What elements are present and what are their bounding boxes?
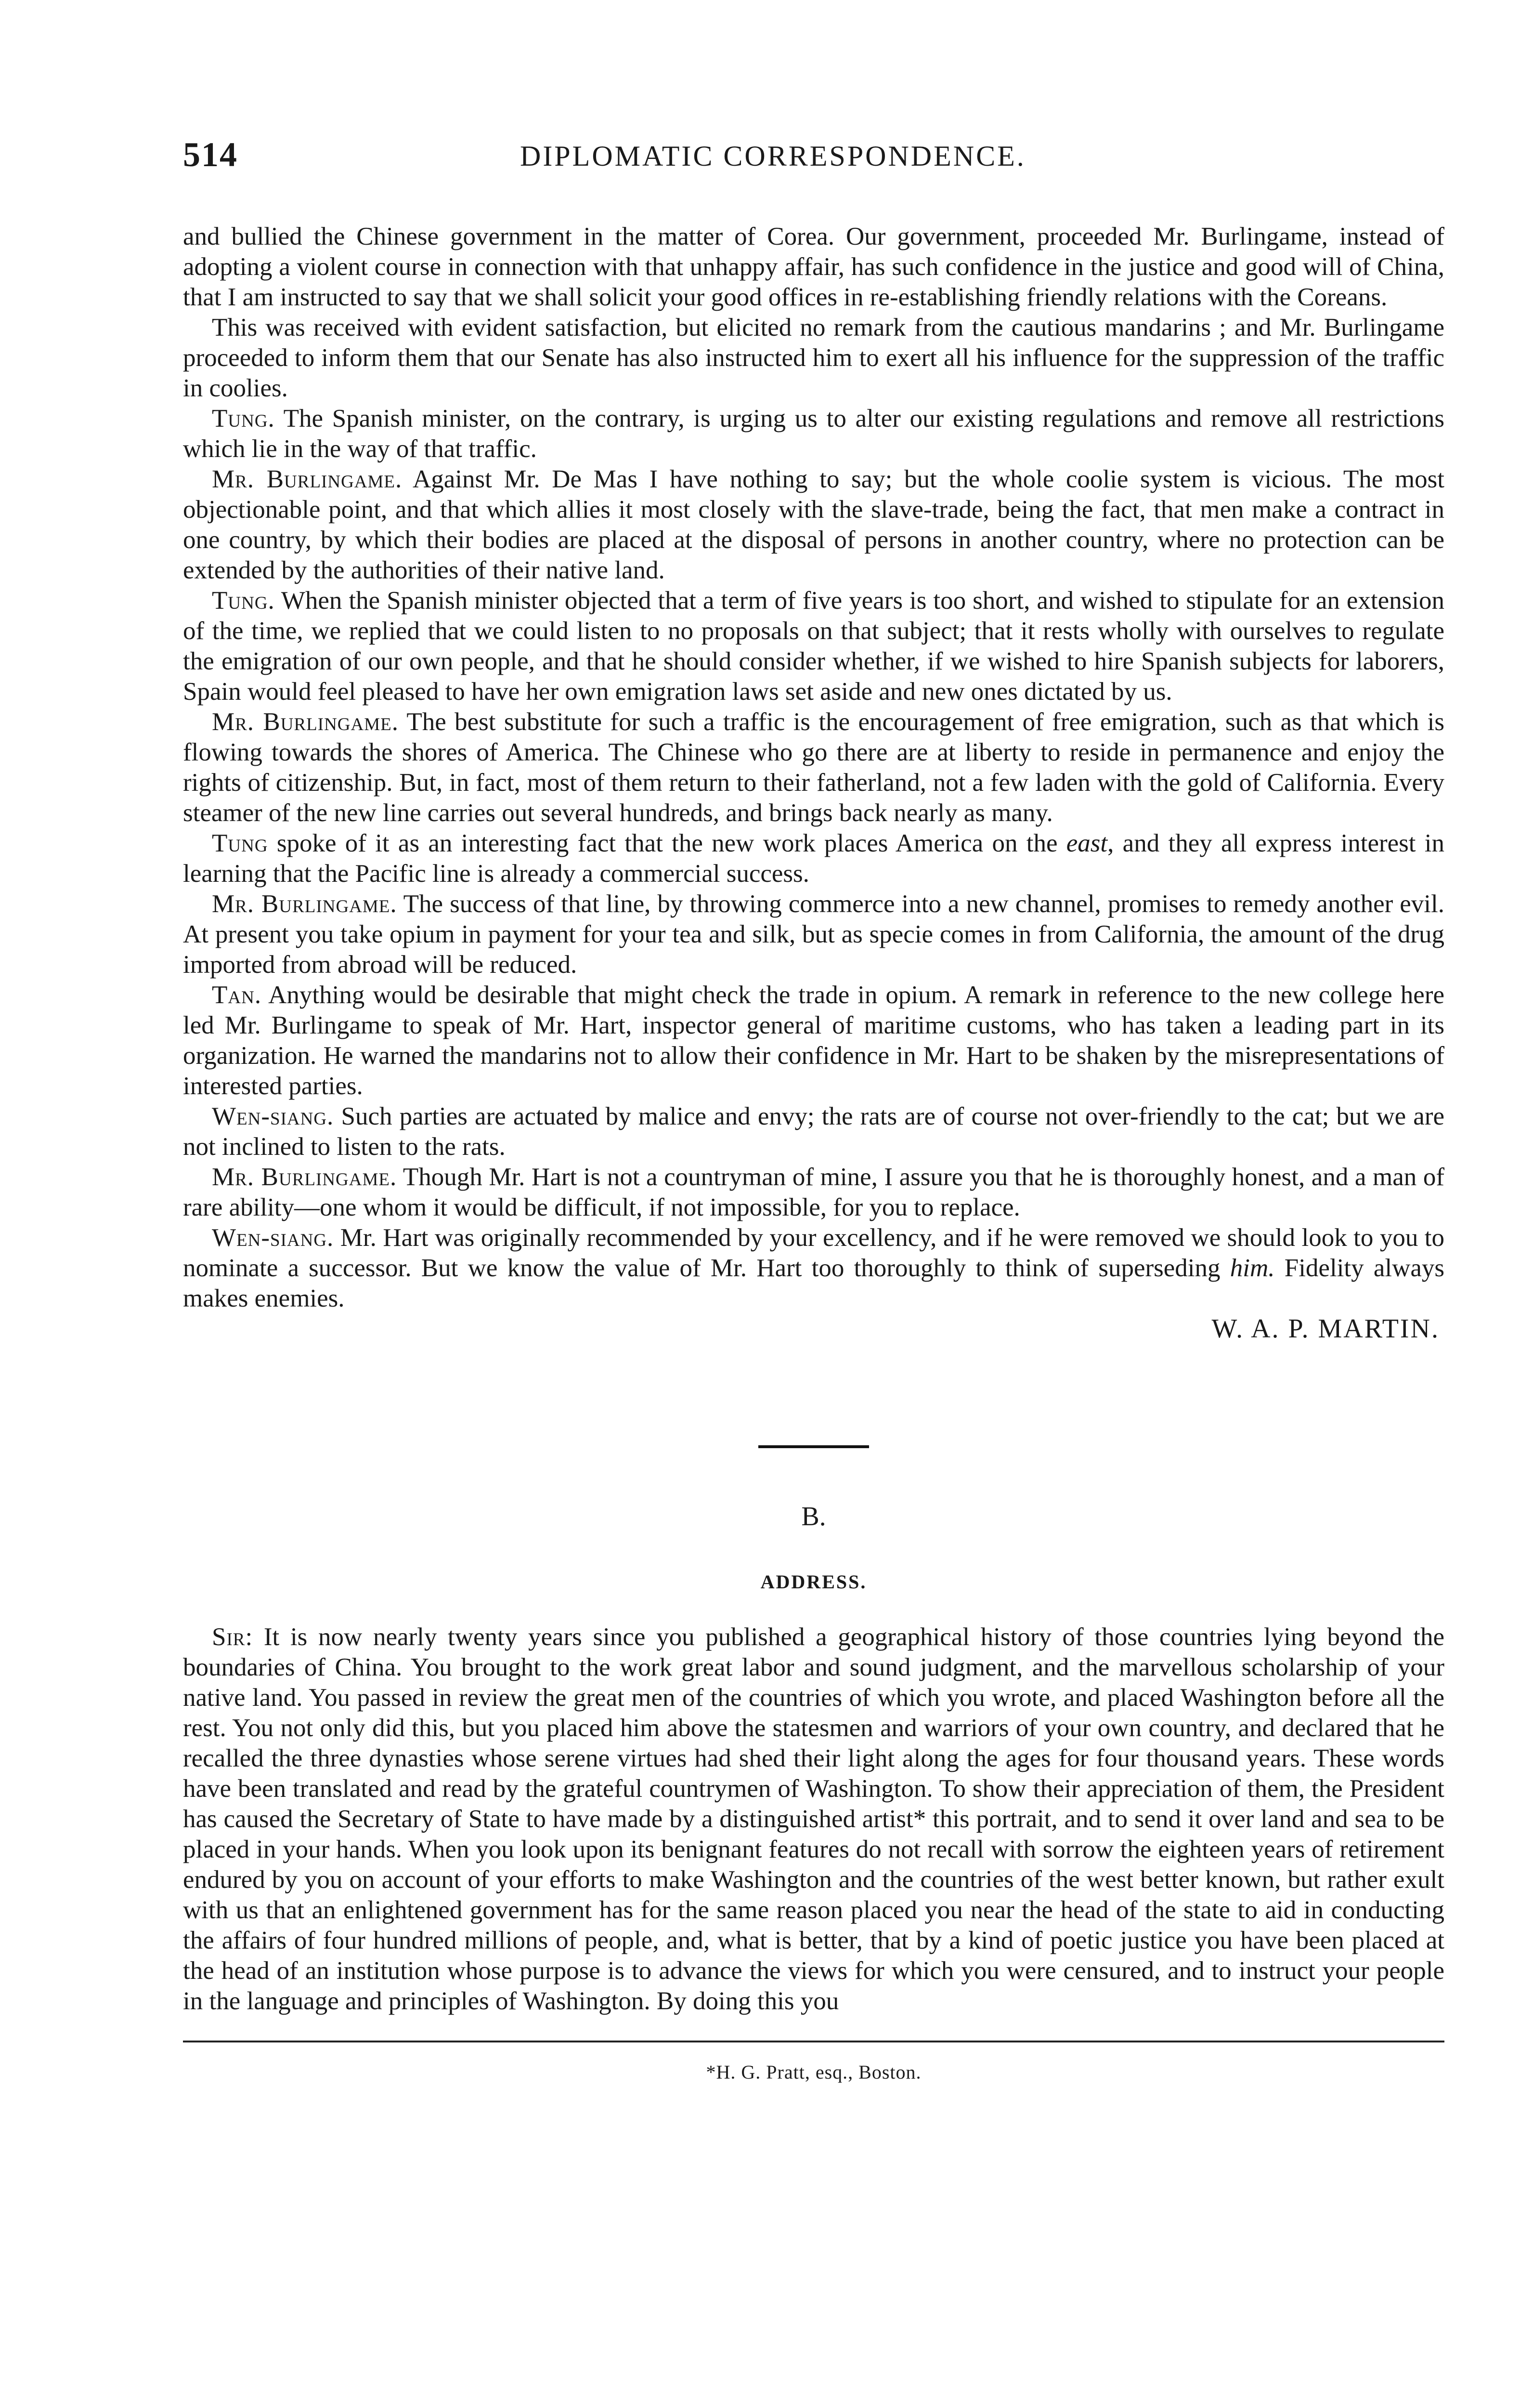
paragraph-text: It is now nearly twenty years since you published a geographical history of those countries lying beyond the boundaries of China. You brought to the work great labor and sound judgment, and the marvellous scholarship of your native land. You passed in review the great men of the countries of which you wrote, and placed Washington before all the rest. You not only did this, but you placed him above the statesmen and warriors of your own country, and declared that he recalled the three dynasties whose serene virtues had shed their light along the ages for four thousand years. These words have been translated and read by the grateful countrymen of Washington. To show their appreciation of them, the President has caused the Secretary of State to have made by a distinguished artist* this portrait, and to send it over land and sea to be placed in your hands. When you look upon its benignant features do not recall with sorrow the eighteen years of retirement endured by you on account of your efforts to make Washington and the countries of the west better known, but rather exult with us that an enlightened government has for the same reason placed you near the head of the state to aid in conducting the affairs of four hundred millions of people, and, what is better, that by a kind of poetic justice you have been placed at the head of an institution whose purpose is to advance the views for which you were censured, and to instruct your people in the language and principles of Washington. By doing this you xyxy=(183,1623,1444,2015)
address-body xyxy=(183,1622,1444,2016)
document-page xyxy=(183,135,1444,2083)
paragraph-text: Against Mr. De Mas I have nothing to say; but the whole coolie system is vicious. The most objectionable point, and that which allies it most closely with the slave-trade, being the fact, that men make a contract in one country, by which their bodies are placed at the disposal of persons in another country, where no protection can be extended by the authorities of their native land. xyxy=(183,465,1445,584)
speaker-name: Tung xyxy=(212,829,268,857)
paragraph-text: spoke of it as an interesting fact that the new work places America on the xyxy=(268,829,1066,857)
salutation: Sir: xyxy=(212,1623,253,1651)
paragraph-text: The Spanish minister, on the contrary, is urging us to alter our existing regulations and remove all restrictions which lie in the way of that traffic. xyxy=(183,405,1444,463)
paragraph-text: The best substitute for such a traffic is the encouragement of free emigration, such as that which is flowing towards the shores of America. The Chinese who go there are at liberty to reside in permanence and enjoy the rights of citizenship. But, in fact, most of them return to their fatherland, not a few laden with the gold of California. Every steamer of the new line carries out several hundreds, and brings back nearly as many. xyxy=(183,708,1444,827)
paragraph xyxy=(183,889,1444,980)
paragraph xyxy=(183,222,1444,313)
paragraph xyxy=(183,313,1444,404)
speaker-name: Mr. Burlingame. xyxy=(212,465,403,493)
paragraph-text: Such parties are actuated by malice and envy; the rats are of course not over-friendly to the cat; but we are not inclined to listen to the rats. xyxy=(183,1102,1444,1161)
speaker-name: Wen-siang. xyxy=(212,1102,334,1130)
paragraph xyxy=(183,1223,1444,1314)
paragraph-text: Anything would be desirable that might check the trade in opium. A remark in reference to the new college here led Mr. Burlingame to speak of Mr. Hart, inspector general of maritime customs, who has taken a leading part in its organization. He warned the mandarins not to allow their confidence in Mr. Hart to be shaken by the misrepresentations of interested parties. xyxy=(183,981,1444,1100)
paragraph-text: Though Mr. Hart is not a countryman of mine, I assure you that he is thoroughly honest, and a man of rare ability—one whom it would be difficult, if not impossible, for you to replace. xyxy=(183,1163,1444,1221)
speaker-name: Tung. xyxy=(212,405,275,432)
section-divider xyxy=(758,1445,869,1448)
speaker-name: Mr. Burlingame. xyxy=(212,890,397,918)
paragraph-text: The success of that line, by throwing commerce into a new channel, promises to remedy another evil. At present you take opium in payment for your tea and silk, but as specie comes in from California, the amount of the drug imported from abroad will be reduced. xyxy=(183,890,1444,979)
paragraph-text: This was received with evident satisfaction, but elicited no remark from the cautious mandarins ; and Mr. Burlingame proceeded to inform them that our Senate has also instructed him to exert all his influence for the suppression of the traffic in coolies. xyxy=(183,314,1444,402)
section-heading: ADDRESS. xyxy=(760,1571,867,1593)
paragraph xyxy=(183,707,1444,828)
paragraph xyxy=(183,586,1444,707)
paragraph-text: , and they all express interest in learning that the Pacific line is already a commercial success. xyxy=(183,829,1444,888)
correspondence-body xyxy=(183,222,1444,1344)
emphasis: east xyxy=(1066,829,1108,857)
section-letter: B. xyxy=(801,1502,826,1531)
paragraph-text: and bullied the Chinese government in the matter of Corea. Our government, proceeded Mr. Burlingame, instead of adopting a violent course in connection with that unhappy affair, has such confidence in the justice and good will of China, that I am instructed to say that we shall solicit your good offices in re-establishing friendly relations with the Coreans. xyxy=(183,222,1444,311)
paragraph xyxy=(183,404,1444,464)
paragraph-text: Mr. Hart was originally recommended by your excellency, and if he were removed we should look to you to nominate a successor. But we know the value of Mr. Hart too thoroughly to think of superseding xyxy=(183,1224,1444,1282)
speaker-name: Mr. Burlingame. xyxy=(212,1163,397,1191)
speaker-name: Mr. Burlingame. xyxy=(212,708,399,736)
paragraph-text: Fidelity always makes enemies. xyxy=(183,1254,1445,1312)
signature: W. A. P. MARTIN. xyxy=(1211,1314,1440,1344)
speaker-name: Tan. xyxy=(212,981,262,1009)
paragraph xyxy=(183,828,1444,889)
paragraph-text: When the Spanish minister objected that a term of five years is too short, and wished to stipulate for an extension of the time, we replied that we could listen to no proposals on that subject; that it rests wholly with ourselves to regulate the emigration of our own people, and that he should consider whether, if we wished to hire Spanish subjects for laborers, Spain would feel pleased to have her own emigration laws set aside and new ones dictated by us. xyxy=(183,587,1444,706)
emphasis: him. xyxy=(1230,1254,1275,1282)
footnote: *H. G. Pratt, esq., Boston. xyxy=(706,2061,922,2083)
paragraph xyxy=(183,980,1444,1101)
paragraph xyxy=(183,464,1444,586)
running-title: DIPLOMATIC CORRESPONDENCE. xyxy=(520,140,1026,172)
speaker-name: Tung. xyxy=(212,587,275,615)
paragraph xyxy=(183,1162,1444,1223)
page-number: 514 xyxy=(183,135,238,174)
speaker-name: Wen-siang. xyxy=(212,1224,334,1252)
paragraph xyxy=(183,1101,1444,1162)
paragraph xyxy=(183,1622,1444,2016)
page-header xyxy=(183,135,1444,188)
footnote-rule xyxy=(183,2041,1444,2042)
